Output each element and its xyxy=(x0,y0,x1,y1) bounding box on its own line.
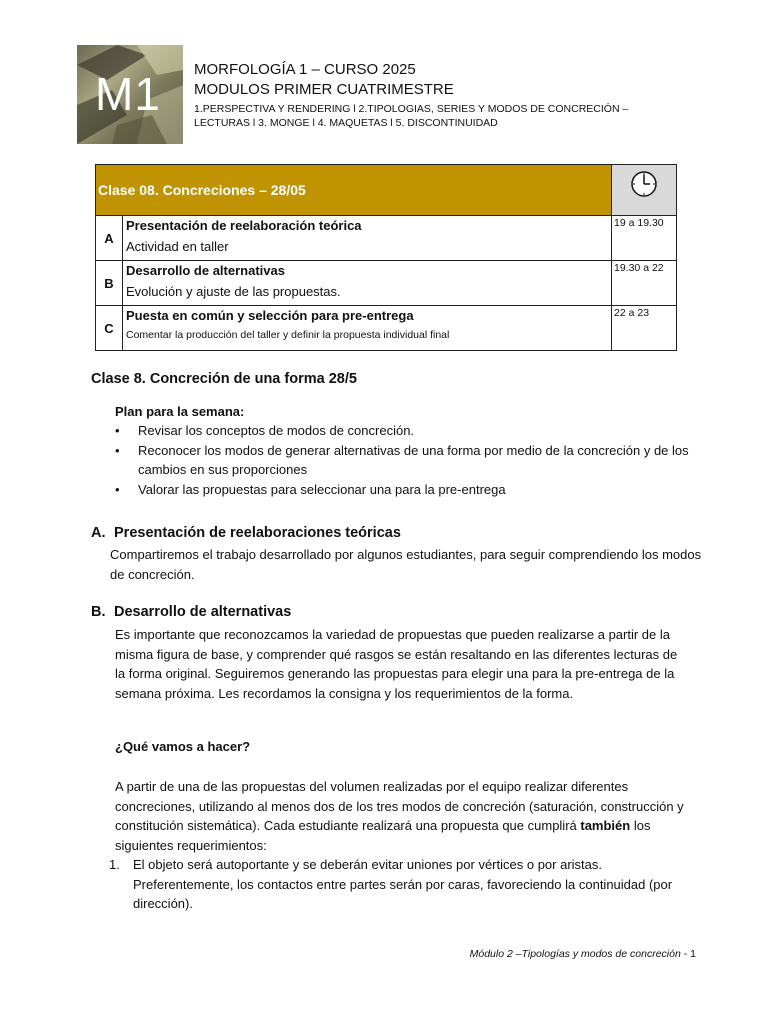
plan-item: • Reconocer los modos de generar alternativas de una forma por medio de la concreción y de los cambios en sus proporciones xyxy=(113,441,703,480)
row-activity xyxy=(123,261,612,306)
section-b-heading xyxy=(91,604,291,620)
row-time: 22 a 23 xyxy=(612,306,677,351)
logo-text: M1 xyxy=(95,68,161,120)
requirement-text: El objeto será autoportante y se deberán evitar uniones por vértices o por aristas. Preferentemente, los contactos entre partes serán por caras, favoreciendo la continuidad (por dirección). xyxy=(133,857,673,911)
schedule-table xyxy=(95,164,677,351)
course-title: MORFOLOGÍA 1 – CURSO 2025 xyxy=(194,61,416,78)
clock-cell xyxy=(612,165,677,216)
task-text-emphasis: también xyxy=(580,818,631,833)
activity-title: Puesta en común y selección para pre-entrega xyxy=(126,308,414,323)
row-time: 19.30 a 22 xyxy=(612,261,677,306)
section-a-text: Compartiremos el trabajo desarrollado por algunos estudiantes, para seguir comprendiendo los modos de concreción. xyxy=(110,547,702,582)
activity-title: Desarrollo de alternativas xyxy=(126,263,285,278)
class-heading: Clase 8. Concreción de una forma 28/5 xyxy=(91,371,357,387)
section-letter: B. xyxy=(91,604,106,620)
task-text-end: los siguientes requerimientos: xyxy=(115,818,651,853)
class-title: Clase 08. Concreciones – 28/05 xyxy=(96,165,612,216)
page-number: - 1 xyxy=(683,948,696,960)
footer-module: Módulo 2 –Tipologías y modos de concreción xyxy=(469,948,681,960)
schedule-row xyxy=(96,216,677,261)
plan-item: • Valorar las propuestas para seleccionar una para la pre-entrega xyxy=(113,480,703,500)
row-activity xyxy=(123,306,612,351)
row-letter: B xyxy=(96,261,123,306)
clock-icon xyxy=(630,170,658,198)
question-heading: ¿Qué vamos a hacer? xyxy=(115,739,251,754)
requirements-list xyxy=(109,855,699,914)
activity-detail: Comentar la producción del taller y definir la propuesta individual final xyxy=(126,329,450,341)
schedule-header-row xyxy=(96,165,677,216)
row-time: 19 a 19.30 xyxy=(612,216,677,261)
plan-list xyxy=(113,421,703,499)
activity-detail: Evolución y ajuste de las propuestas. xyxy=(126,284,341,299)
activity-detail: Actividad en taller xyxy=(126,239,229,254)
row-letter: C xyxy=(96,306,123,351)
task-text-start: A partir de una de las propuestas del volumen realizadas por el equipo realizar diferentes concreciones, utilizando al menos dos de los tres modos de concreción (saturación, construcción y constitución sistemática). Cada estudiante realizará una propuesta que cumplirá xyxy=(115,779,684,833)
course-logo xyxy=(77,45,183,144)
schedule-row xyxy=(96,306,677,351)
requirement-number: 1. xyxy=(109,857,120,872)
section-title: Presentación de reelaboraciones teóricas xyxy=(114,525,401,541)
section-title: Desarrollo de alternativas xyxy=(114,604,292,620)
course-subtitle: MODULOS PRIMER CUATRIMESTRE xyxy=(194,81,454,98)
plan-heading: Plan para la semana: xyxy=(115,404,245,419)
activity-title: Presentación de reelaboración teórica xyxy=(126,218,362,233)
row-letter: A xyxy=(96,216,123,261)
task-text xyxy=(115,777,690,855)
module-topics: 1.PERSPECTIVA Y RENDERING l 2.TIPOLOGIAS, SERIES Y MODOS DE CONCRECIÓN – LECTURAS l 3. MONGE l 4. MAQUETAS l 5. DISCONTINUIDAD xyxy=(194,103,629,129)
section-a-heading xyxy=(91,525,401,541)
row-activity xyxy=(123,216,612,261)
schedule-row xyxy=(96,261,677,306)
plan-item: • Revisar los conceptos de modos de concreción. xyxy=(113,421,703,441)
section-letter: A. xyxy=(91,525,106,541)
requirement-item xyxy=(109,855,699,914)
page-footer xyxy=(470,948,696,960)
section-b-text: Es importante que reconozcamos la variedad de propuestas que pueden realizarse a partir de la misma figura de base, y comprender qué rasgos se están resaltando en las diferentes lecturas de la forma original. Seguiremos generando las propuestas para elegir una para la pre-entrega de la semana próxima. Les recordamos la consigna y los requerimientos de la forma. xyxy=(115,627,678,701)
